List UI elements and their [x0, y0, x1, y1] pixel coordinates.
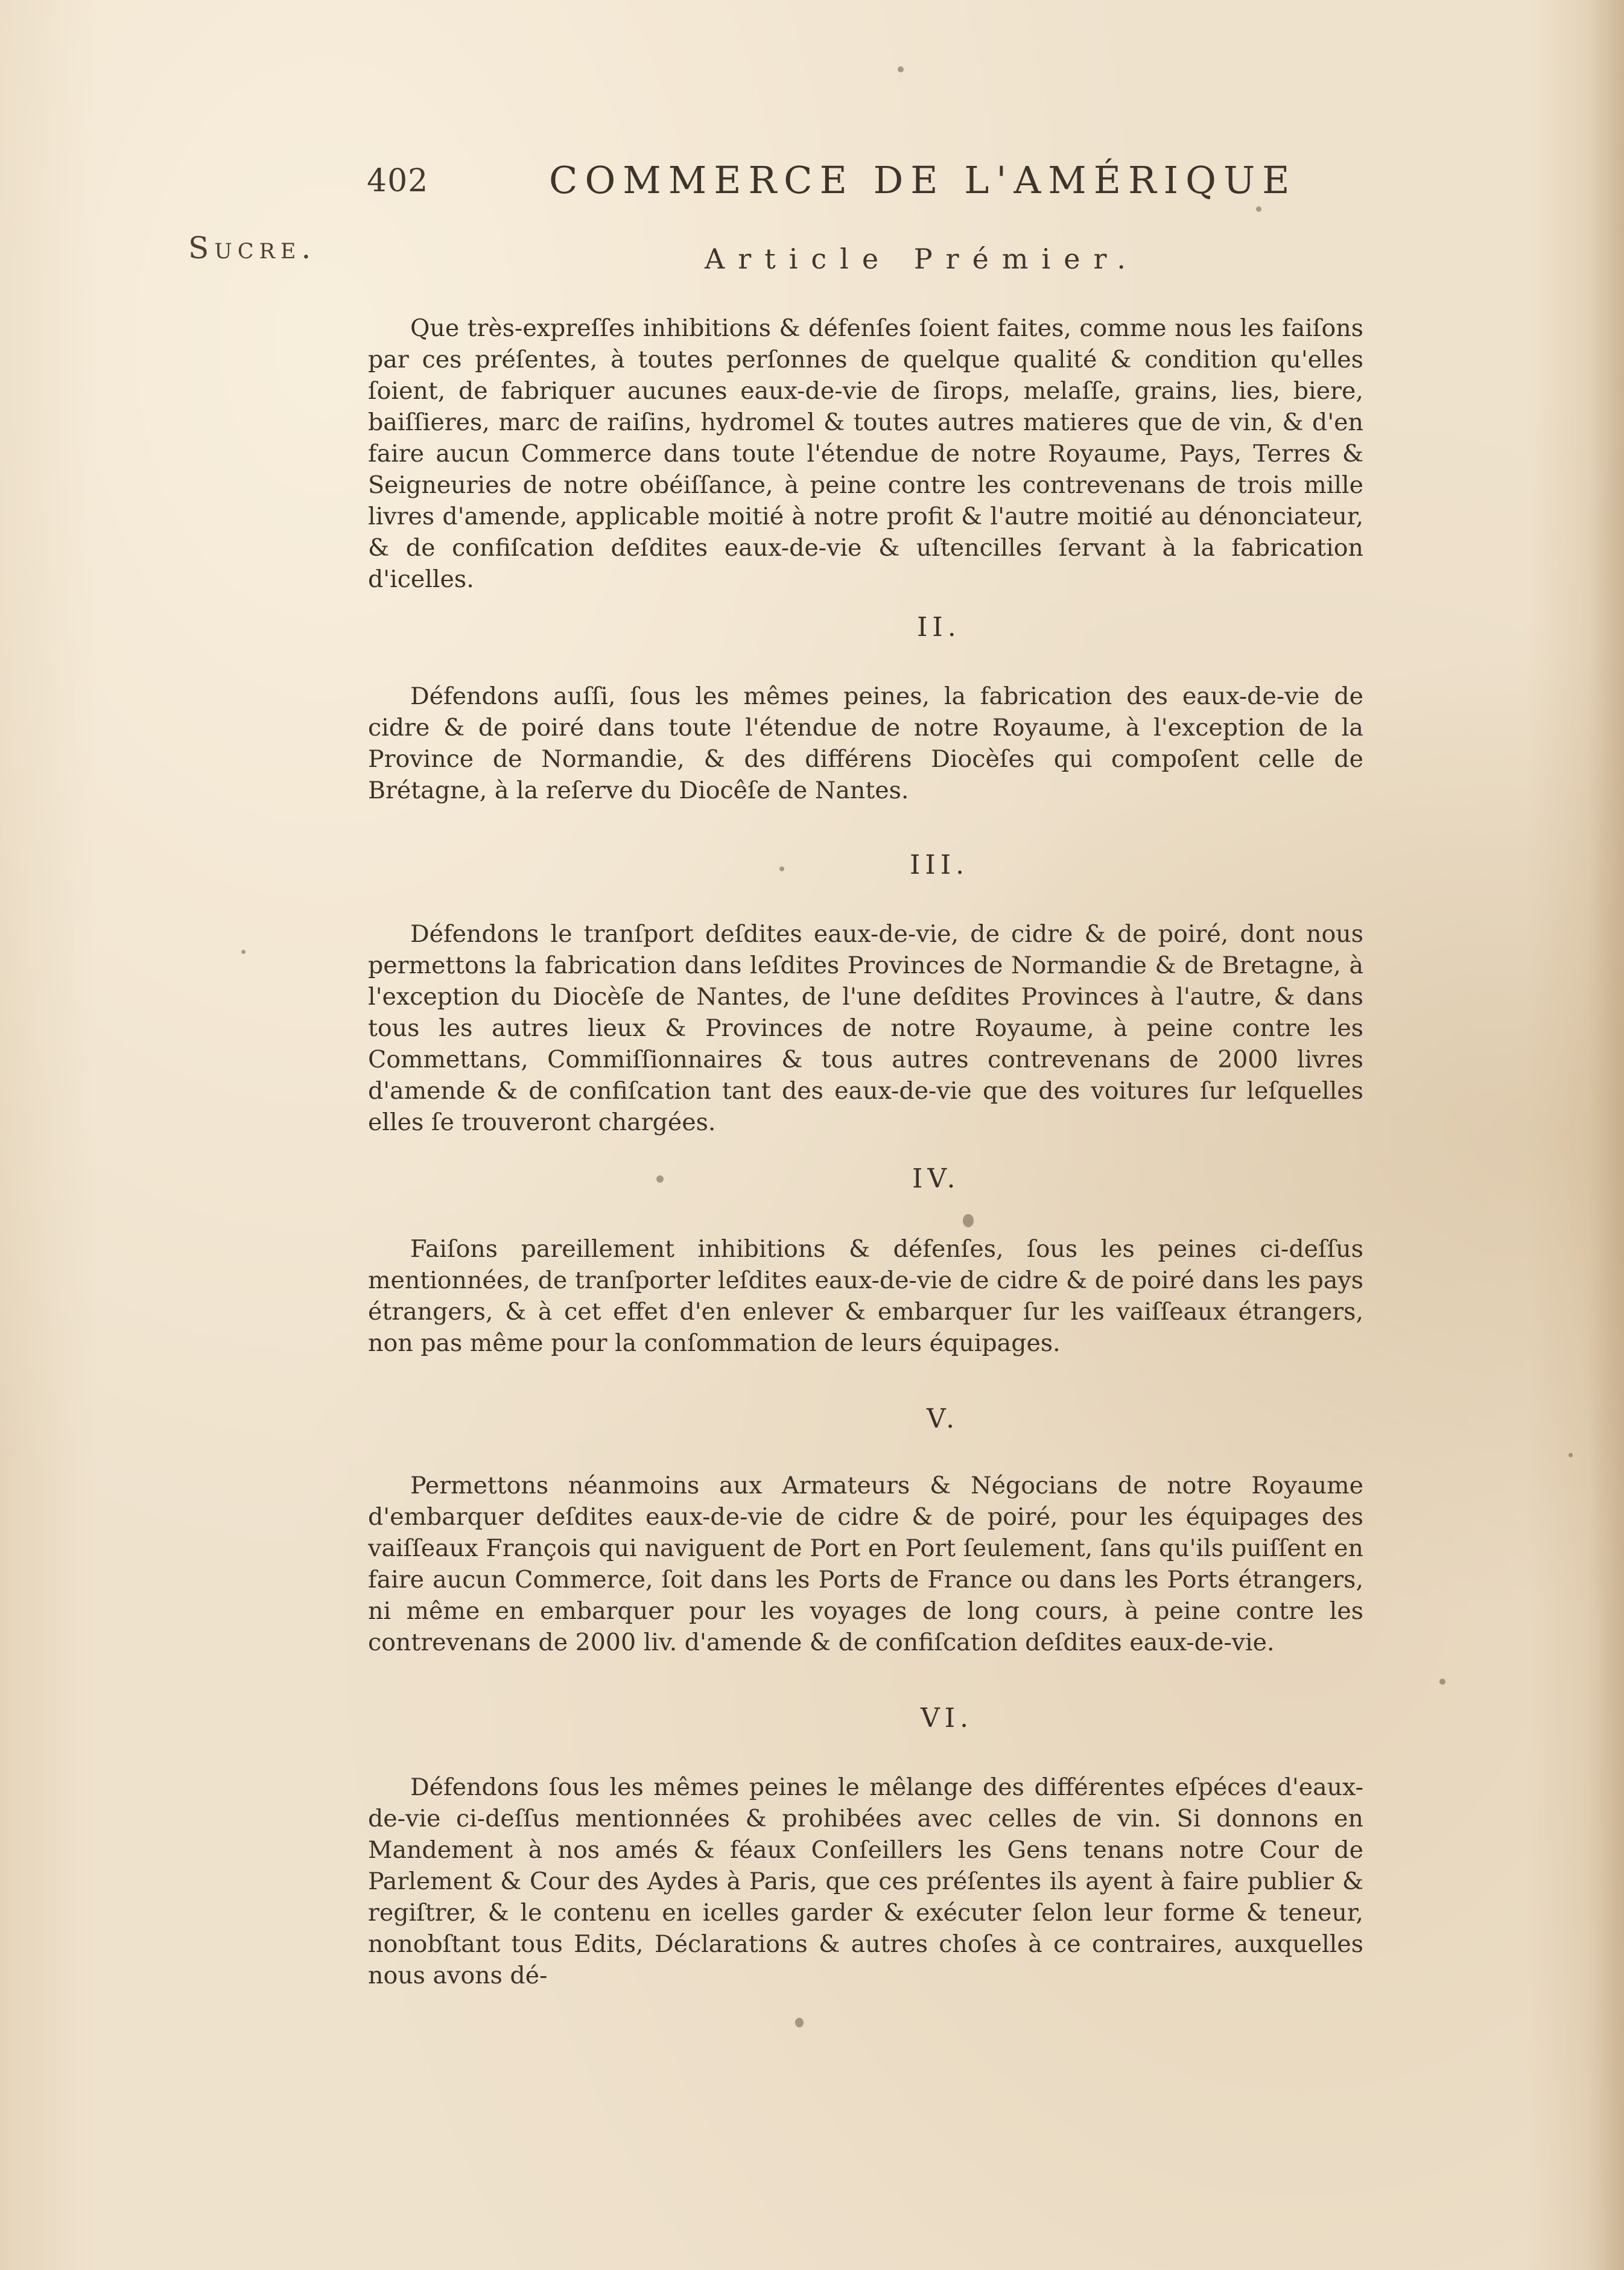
paragraph-text: Défendons ſous les mêmes peines le mêlange des différentes eſpéces d'eaux-de-vie ci-deſſus mentionnées & prohibées avec celles de vin. Si donnons en Mandement à nos amés & féaux Conſeillers les Gens tenans notre Cour de Parlement & Cour des Aydes à Paris, que ces préſentes ils ayent à faire publier & regiſtrer, & le contenu en icelles garder & exécuter ſelon leur forme & teneur, nonobſtant tous Edits, Déclarations & autres choſes à ce contraires, auxquelles nous avons dé-: [368, 1773, 1363, 1989]
margin-note: Sucre.: [188, 230, 317, 265]
paragraph-text: Défendons le tranſport deſdites eaux-de-vie, de cidre & de poiré, dont nous permettons la fabrication dans leſdites Provinces de Normandie & de Bretagne, à l'exception du Diocèſe de Nantes, de l'une deſdites Provinces à l'autre, & dans tous les autres lieux & Provinces de notre Royaume, à peine contre les Commettans, Commiſſionnaires & tous autres contrevenans de 2000 livres d'amende & de confiſcation tant des eaux-de-vie que des voitures ſur leſquelles elles ſe trouveront chargées.: [368, 920, 1363, 1136]
section-number-2: II.: [917, 612, 961, 643]
paragraph-text: Que très-expreſſes inhibitions & défenſes ſoient faites, comme nous les faiſons par ces préſentes, à toutes perſonnes de quelque qualité & condition qu'elles ſoient, de fabriquer aucunes eaux-de-vie de ſirops, melaſſe, grains, lies, biere, baiſſieres, marc de raiſins, hydromel & toutes autres matieres que de vin, & d'en faire aucun Commerce dans toute l'étendue de notre Royaume, Pays, Terres & Seigneuries de notre obéiſſance, à peine contre les contrevenans de trois mille livres d'amende, applicable moitié à notre profit & l'autre moitié au dénonciateur, & de confiſcation deſdites eaux-de-vie & uſtencilles ſervant à la fabrication d'icelles.: [368, 314, 1363, 593]
section-number-4: IV.: [912, 1163, 960, 1194]
paragraph-text: Défendons auſſi, ſous les mêmes peines, la fabrication des eaux-de-vie de cidre & de poiré dans toute l'étendue de notre Royaume, à l'exception de la Province de Normandie, & des différens Diocèſes qui compoſent celle de Brétagne, à la reſerve du Diocêſe de Nantes.: [368, 682, 1363, 804]
section-number-3: III.: [910, 850, 969, 880]
paper-speck: [656, 1175, 664, 1183]
paragraph-text: Faiſons pareillement inhibitions & défenſes, ſous les peines ci-deſſus mentionnées, de tranſporter leſdites eaux-de-vie de cidre & de poiré dans les pays étrangers, & à cet effet d'en enlever & embarquer ſur les vaiſſeaux étrangers, non pas même pour la conſommation de leurs équipages.: [368, 1235, 1363, 1357]
paper-speck: [963, 1214, 974, 1227]
article-heading: Article Prémier.: [705, 243, 1139, 275]
page-number: 402: [367, 163, 429, 199]
section-number-5: V.: [927, 1404, 960, 1434]
paper-speck: [1256, 206, 1261, 212]
paragraph-article-6: [368, 1772, 1363, 1991]
paper-speck: [795, 2018, 804, 2027]
paper-speck: [1439, 1679, 1445, 1685]
paper-speck: [898, 66, 904, 72]
paragraph-article-3: [368, 918, 1363, 1138]
paragraph-article-4: [368, 1233, 1363, 1359]
paragraph-article-1: [368, 313, 1363, 595]
running-title: COMMERCE DE L'AMÉRIQUE: [549, 158, 1297, 202]
paragraph-text: Permettons néanmoins aux Armateurs & Négocians de notre Royaume d'embarquer deſdites eaux-de-vie de cidre & de poiré, pour les équipages des vaiſſeaux François qui naviguent de Port en Port ſeulement, ſans qu'ils puiſſent en faire aucun Commerce, ſoit dans les Ports de France ou dans les Ports étrangers, ni même en embarquer pour les voyages de long cours, à peine contre les contrevenans de 2000 liv. d'amende & de confiſcation deſdites eaux-de-vie.: [368, 1472, 1363, 1656]
paragraph-article-2: [368, 681, 1363, 806]
paper-speck: [779, 866, 784, 871]
section-number-6: VI.: [921, 1703, 974, 1734]
paragraph-article-5: [368, 1470, 1363, 1658]
running-head: [367, 158, 1356, 206]
paper-speck: [1568, 1453, 1573, 1457]
paper-speck: [241, 950, 246, 954]
page-edge-shadow: [1588, 0, 1624, 2270]
